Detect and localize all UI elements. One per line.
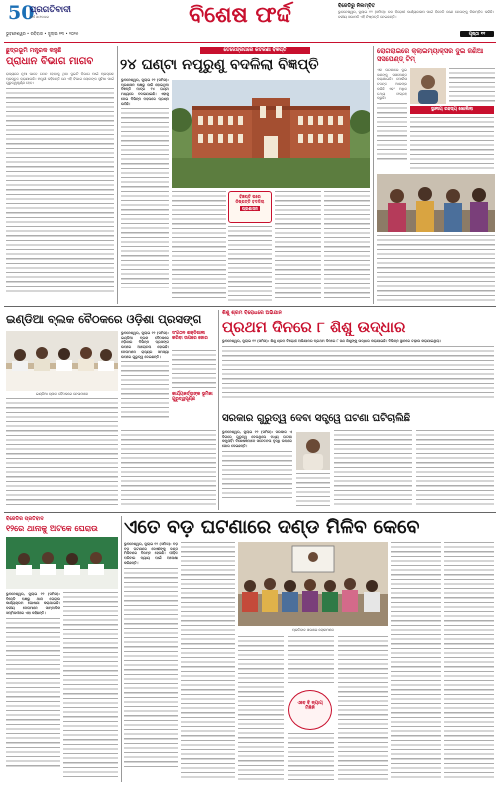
govt-story-headline: ସରକାର ଗୁରୁତ୍ୱ ଦେବା ସତ୍ତ୍ୱେ ଘଟଣା ଘଟିଚାଲିଛି — [222, 413, 411, 424]
bottom-photo — [238, 542, 388, 626]
bottom-photo-caption: ପ୍ରତିବାଦ ସଭାରେ ଲୋକମାନେ — [292, 628, 334, 632]
body-copy — [121, 361, 169, 421]
protest-illustration — [238, 542, 388, 626]
banner-callout-text: ବିଜ୍ଞପ୍ତି ପରେ ନିଷ୍ପତ୍ତି ବଦଳିଲା — [235, 194, 265, 204]
govt-story-portrait — [296, 432, 330, 470]
body-copy — [63, 592, 118, 780]
govt-story-col-4 — [416, 430, 494, 508]
page-title: ବିଶେଷ ଫର୍ଦ୍ଦ — [189, 3, 291, 28]
govt-story-col-2 — [296, 473, 330, 508]
child-rescue-text — [222, 339, 494, 409]
body-copy — [172, 191, 226, 301]
body-copy — [275, 191, 321, 301]
bottom-col-7 — [444, 542, 494, 782]
anniversary-number: 50 — [8, 2, 35, 24]
portrait-illustration — [410, 68, 446, 104]
group-illustration — [377, 174, 495, 232]
banner-col-1 — [121, 78, 169, 303]
body-copy — [416, 430, 494, 506]
brand-name: ପ୍ରଗତିବାଦୀ — [30, 5, 71, 15]
india-bloc-col-4 — [121, 430, 216, 508]
body-copy — [288, 733, 334, 780]
child-rescue-kicker: ଶିଶୁ ଶ୍ରମ ବିରୋଧରେ ଅଭିଯାନ — [222, 310, 282, 316]
body-copy — [172, 350, 216, 388]
left-top-kicker: ଛୁଦ୍ରଭୂମି ମନ୍ତ୍ରକ କହୁଛି — [6, 47, 62, 54]
right-top-headline: ରୋଗରାଇରେ କ୍ଲାଇମ୍ୟାକ୍ସର ଦୁଇ ଜଣିଆ ସସପେଣ୍ଡ୍ ଟିମ୍ — [377, 47, 484, 63]
top-right-story — [338, 3, 494, 30]
page-number: ପୃଷ୍ଠା ୧୧ — [460, 31, 494, 37]
body-copy — [296, 473, 330, 506]
body-copy — [6, 398, 118, 506]
right-top-box: ସ୍ଥାନୀୟ ରହସ୍ୟ ଖୋଲିଲା — [410, 106, 494, 114]
india-bloc-col-1 — [121, 331, 169, 429]
section-rule — [4, 306, 496, 307]
bottom-headline: ଏତେ ବଡ଼ ଘଟଣାରେ ଦଣ୍ଡ ମିଳିବ କେବେ — [124, 516, 420, 538]
bottom-col-6 — [391, 542, 441, 782]
section-rule — [4, 512, 496, 513]
bottom-col-4 — [288, 636, 334, 688]
top-right-text: ଭୁବନେଶ୍ୱର, ଜୁଲାଇ ୧୨ (ସମିସ): ଦଳ ବିରୋଧୀ କାର୍ଯ୍ୟକଳାପ ପାଇଁ ବିଜେଡି ଜଣେ ନେତାଙ୍କୁ ନିଲମ୍ବିତ କରିଛି। ଦଳୀୟ ସଭାପତି ଏହି ନିଷ୍ପତ୍ତି ନେଇଛନ୍ତି। — [338, 10, 494, 19]
right-top-text — [377, 68, 407, 168]
body-copy — [410, 117, 494, 170]
body-copy — [6, 618, 60, 768]
bjd-headline: ୧୨ରେ ଥାନାକୁ ଅଟକେ ଘେରାଉ — [6, 524, 98, 533]
right-top-group-photo — [377, 174, 495, 232]
body-copy — [377, 103, 407, 163]
body-copy — [121, 108, 169, 288]
bottom-dateline: ଭୁବନେଶ୍ୱର, ଜୁଲାଇ ୧୨ (ସମିସ): ବଡ଼ ବଡ଼ ଘଟଣାରେ ଦୋଷୀଙ୍କୁ ଦଣ୍ଡ ମିଳିବାରେ ବିଳମ୍ବ ହେଉଛି। ପୀଡ଼ିତ ପରିବାର ନ୍ୟାୟ ପାଇଁ ଅପେକ୍ଷା କରିଛନ୍ତି। — [124, 542, 178, 565]
india-bloc-subhead-1: ସଂଗଠନ ଶକ୍ତିଶାଳୀ କରିବା ଉପରେ ଜୋର — [172, 331, 208, 342]
right-top-portrait — [410, 68, 446, 104]
india-bloc-headline: ଇଣ୍ଡିଆ ବ୍ଲକ ବୈଠକରେ ଓଡ଼ିଶା ପ୍ରସଙ୍ଗ — [6, 312, 202, 326]
banner-col-3 — [228, 226, 272, 303]
bottom-badge: ଏବେ ବି ନ୍ୟାୟ ମିଳିନି — [288, 690, 332, 730]
left-top-headline: ପ୍ରାଧାନ ବିଭାଗ ମାଗବ — [6, 56, 94, 67]
meeting-illustration — [6, 331, 118, 391]
banner-headline: ୨୪ ଘଣ୍ଟା ନପୂରୁଣୁ ବଦଳିଲା ବିଜ୍ଞପ୍ତି — [120, 57, 319, 73]
banner-col-4 — [275, 191, 321, 303]
body-copy — [222, 346, 494, 400]
column-divider — [373, 46, 374, 304]
banner-col-5 — [324, 191, 370, 303]
banner-callout — [228, 191, 272, 223]
banner-col-2 — [172, 191, 226, 303]
body-copy — [124, 568, 178, 768]
bjd-kicker: ବିଜେଡିର ପ୍ରତିବାଦ — [6, 516, 44, 522]
column-divider — [218, 310, 219, 510]
bjd-col-2 — [63, 592, 118, 782]
bjd-col-1 — [6, 592, 60, 782]
body-copy — [121, 430, 216, 506]
body-copy — [222, 451, 292, 501]
india-bloc-subhead-2: କାର୍ଯ୍ୟକର୍ତ୍ତାଙ୍କ ଭୂମିକା ଗୁରୁତ୍ୱପୂର୍ଣ୍ଣ — [172, 392, 213, 403]
body-copy — [288, 636, 334, 686]
body-copy — [228, 226, 272, 301]
bjd-dateline: ଭୁବନେଶ୍ୱର, ଜୁଲାଇ ୧୨ (ସମିସ): ବିଜେଡି ପକ୍ଷରୁ ଥାନା ଘେରାଉ କାର୍ଯ୍ୟକ୍ରମ ଘୋଷଣା କରାଯାଇଛି। ଦଳୀୟ ନେତାମାନେ ସାମ୍ବାଦିକ ସମ୍ମିଳନୀରେ ଏହା କହିଛନ୍ତି। — [6, 592, 60, 615]
bottom-col-5 — [338, 636, 388, 782]
banner-dateline: ଭୁବନେଶ୍ୱର, ଜୁଲାଇ ୧୨ (ସମିସ): ପ୍ରଶାସନ ପକ୍ଷରୁ ଜାରି ହୋଇଥିବା ବିଜ୍ଞପ୍ତି ମାତ୍ର ୨୪ ଘଣ୍ଟା ମଧ୍ୟରେ ବଦଳାଯାଇଛି। ଏହାକୁ ନେଇ ବିଭିନ୍ନ ମହଲରେ ପ୍ରଶ୍ନ ଉଠିଛି। — [121, 78, 169, 106]
building-photo — [172, 80, 370, 188]
body-copy — [334, 430, 412, 506]
body-copy — [444, 542, 494, 780]
press-meet-illustration — [6, 537, 118, 589]
india-bloc-col-2 — [172, 350, 216, 390]
portrait-illustration — [296, 432, 330, 470]
masthead-rule — [4, 42, 496, 43]
body-copy — [6, 88, 114, 293]
govt-story-col-3 — [334, 430, 412, 508]
child-rescue-dateline: ଭୁବନେଶ୍ୱର, ଜୁଲାଇ ୧୨ (ସମିସ): ଶିଶୁ ଶ୍ରମ ବିରୋଧୀ ଅଭିଯାନର ପ୍ରଥମ ଦିନରେ ୮ ଜଣ ଶିଶୁଙ୍କୁ ଉଦ୍ଧାର କରାଯାଇଛି। ବିଭିନ୍ନ ସ୍ଥାନରେ ଚଢ଼ାଉ କରାଯାଇଥିଲା। — [222, 339, 442, 343]
column-divider — [117, 46, 118, 304]
india-bloc-dateline: ଭୁବନେଶ୍ୱର, ଜୁଲାଇ ୧୨ (ସମିସ): ଇଣ୍ଡିଆ ବ୍ଲକ ବୈଠକରେ ଓଡ଼ିଶାର ବିଭିନ୍ନ ପ୍ରସଙ୍ଗ ଉପରେ ଆଲୋଚନା ହୋଇଛି। ନେତାମାନେ ରାଜ୍ୟର ସମସ୍ୟା ଉପରେ ଗୁରୁତ୍ୱ ଦେଇଛନ୍ତି। — [121, 331, 169, 359]
child-rescue-headline: ପ୍ରଥମ ଦିନରେ ୮ ଶିଶୁ ଉଦ୍ଧାର — [222, 318, 406, 336]
body-copy — [449, 68, 495, 102]
bottom-col-1 — [124, 542, 178, 782]
banner-callout-badge: ପ୍ରଶାସନ — [242, 206, 258, 211]
bjd-photo — [6, 537, 118, 589]
bottom-col-4b — [288, 733, 334, 782]
date-line: ଭୁବନେଶ୍ୱର • ରବିବାର • ଜୁଲାଇ ୧୩ • ୨୦୨୫ — [6, 31, 79, 36]
left-top-paragraph: ରାଜ୍ୟରେ ନୂଆ ଭାବେ ଗଠନ ହେବାକୁ ଥିବା ଦୁଇଟି ବିଭାଗ ପାଇଁ ପ୍ରସ୍ତାବ ପ୍ରସ୍ତୁତ କରାଯାଉଛି। ମନ୍ତ୍ରୀ କହିଛନ୍ତି ଯେ ଏହି ବିଭାଗ ଲୋକଙ୍କ ସୁବିଧା ପାଇଁ ଗୁରୁତ୍ୱପୂର୍ଣ୍ଣ ହେବ। — [6, 72, 114, 86]
body-copy — [377, 235, 495, 301]
right-top-col-c — [410, 117, 494, 172]
top-right-headline: ବିଜେଡିରୁ ନିଲମ୍ବିତ — [338, 3, 376, 9]
govt-story-dateline: ଭୁବନେଶ୍ୱର, ଜୁଲାଇ ୧୨ (ସମିସ): ସରକାର ଏ ଦିଗରେ ଗୁରୁତ୍ୱ ଦେଉଥିଲେ ମଧ୍ୟ ଘଟଣା କମୁନାହିଁ। ବିଶେଷଜ୍ଞମାନେ ସଚେତନତା ବୃଦ୍ଧି ଉପରେ ଜୋର ଦେଇଛନ୍ତି। — [222, 430, 292, 449]
india-bloc-col-3 — [6, 398, 118, 508]
body-copy — [181, 542, 235, 780]
body-copy — [391, 542, 441, 780]
body-copy — [338, 636, 388, 780]
anniversary-caption: ବର୍ଷ ସଫଳତାର — [30, 15, 50, 19]
column-divider — [121, 516, 122, 782]
right-top-col-d — [377, 235, 495, 303]
bottom-col-2 — [181, 542, 235, 782]
building-illustration — [172, 80, 370, 188]
india-bloc-photo-caption: ଇଣ୍ଡିଆ ବ୍ଲକ ବୈଠକରେ ନେତାମାନେ — [35, 392, 89, 396]
right-top-paragraph: ଏକ ଘଟଣାରେ ଦୁଇ ଜଣଙ୍କୁ ସସପେଣ୍ଡ କରାଯାଇଛି। ପୋଲିସ ତଦନ୍ତ ଆରମ୍ଭ କରିଛି ଏବଂ ଅଧିକ ତଥ୍ୟ ସଂଗ୍ରହ କରୁଛି। — [377, 68, 407, 101]
govt-story-col-1 — [222, 430, 292, 508]
left-top-text — [6, 72, 114, 302]
india-bloc-photo — [6, 331, 118, 391]
bottom-col-3 — [238, 636, 284, 782]
banner-label: ତେଜେନ୍ଦ୍ରଗରେ କଟକଣା ବିଜ୍ଞପ୍ତି — [200, 47, 310, 54]
body-copy — [324, 191, 370, 301]
body-copy — [238, 636, 284, 780]
right-top-col-b — [449, 68, 495, 104]
